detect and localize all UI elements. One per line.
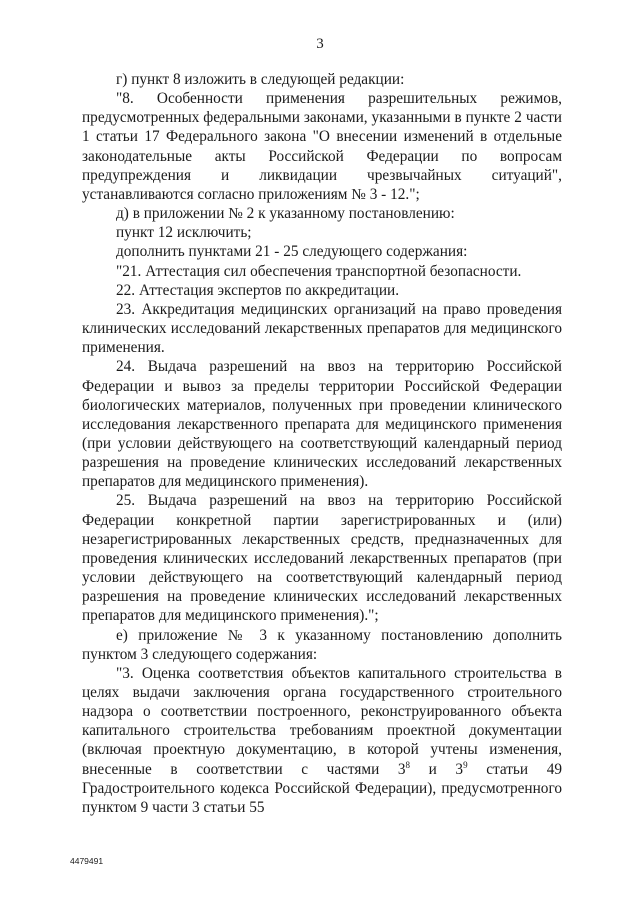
paragraph-exclude-12: пункт 12 исключить; [116,224,252,242]
paragraph-point-22: 22. Аттестация экспертов по аккредитации. [116,281,400,299]
paragraph-point-3-part-2: и 3 [410,760,464,778]
paragraph-point-23: 23. Аккредитация медицинских организаций на право проведения клинических исследований лекарственных препаратов для медицинского применения. [82,300,562,357]
superscript-9: 9 [463,759,468,770]
paragraph-point-3-part-3: статьи 49 Градостроительного кодекса Российской Федерации), предусмотренного пунктом 9 части 3 статьи 55 [82,760,562,816]
document-code: 4479491 [70,856,104,866]
paragraph-point-24: 24. Выдача разрешений на ввоз на территорию Российской Федерации и вывоз за пределы территории Российской Федерации биологических материалов, полученных при проведении клинического исследования лекарственного препарата для медицинского применения (при условии действующего на соответствующий календарный период разрешения на проведение клинических исследований лекарственных препаратов для медицинского применения). [82,358,562,491]
document-body [82,70,562,817]
paragraph-item-e: е) приложение № 3 к указанному постановлению дополнить пунктом 3 следующего содержания: [82,626,562,663]
page-number: 3 [316,36,324,52]
paragraph-item-d: д) в приложении № 2 к указанному постановлению: [116,205,455,223]
paragraph-point-3 [82,664,562,817]
paragraph-point-21: "21. Аттестация сил обеспечения транспортной безопасности. [116,262,522,280]
superscript-8: 8 [405,759,411,770]
paragraph-point-25: 25. Выдача разрешений на ввоз на территорию Российской Федерации конкретной партии зарегистрированных и (или) незарегистрированных лекарственных средств, предназначенных для проведения клинических исследований лекарственных препаратов (при условии действующего на соответствующий календарный период разрешения на проведение клинических исследований лекарственных препаратов для медицинского применения)."; [82,492,562,625]
paragraph-point-8: "8. Особенности применения разрешительных режимов, предусмотренных федеральными законами, указанными в пункте 2 части 1 статьи 17 Федерального закона "О внесении изменений в отдельные законодательные акты Российской Федерации по вопросам предупреждения и ликвидации чрезвычайных ситуаций", устанавливаются согласно приложениям № 3 - 12."; [82,90,562,203]
paragraph-add-21-25: дополнить пунктами 21 - 25 следующего содержания: [116,243,468,261]
paragraph-point-3-part-1: "3. Оценка соответствия объектов капитального строительства в целях выдачи заключения органа государственного строительного надзора о соответствии построенного, реконструированного объекта капитального строительства требованиям проектной документации (включая проектную документацию, в которой учтены изменения, внесенные в соответствии с частями 3 [82,664,562,778]
paragraph-item-g: г) пункт 8 изложить в следующей редакции: [116,71,405,88]
